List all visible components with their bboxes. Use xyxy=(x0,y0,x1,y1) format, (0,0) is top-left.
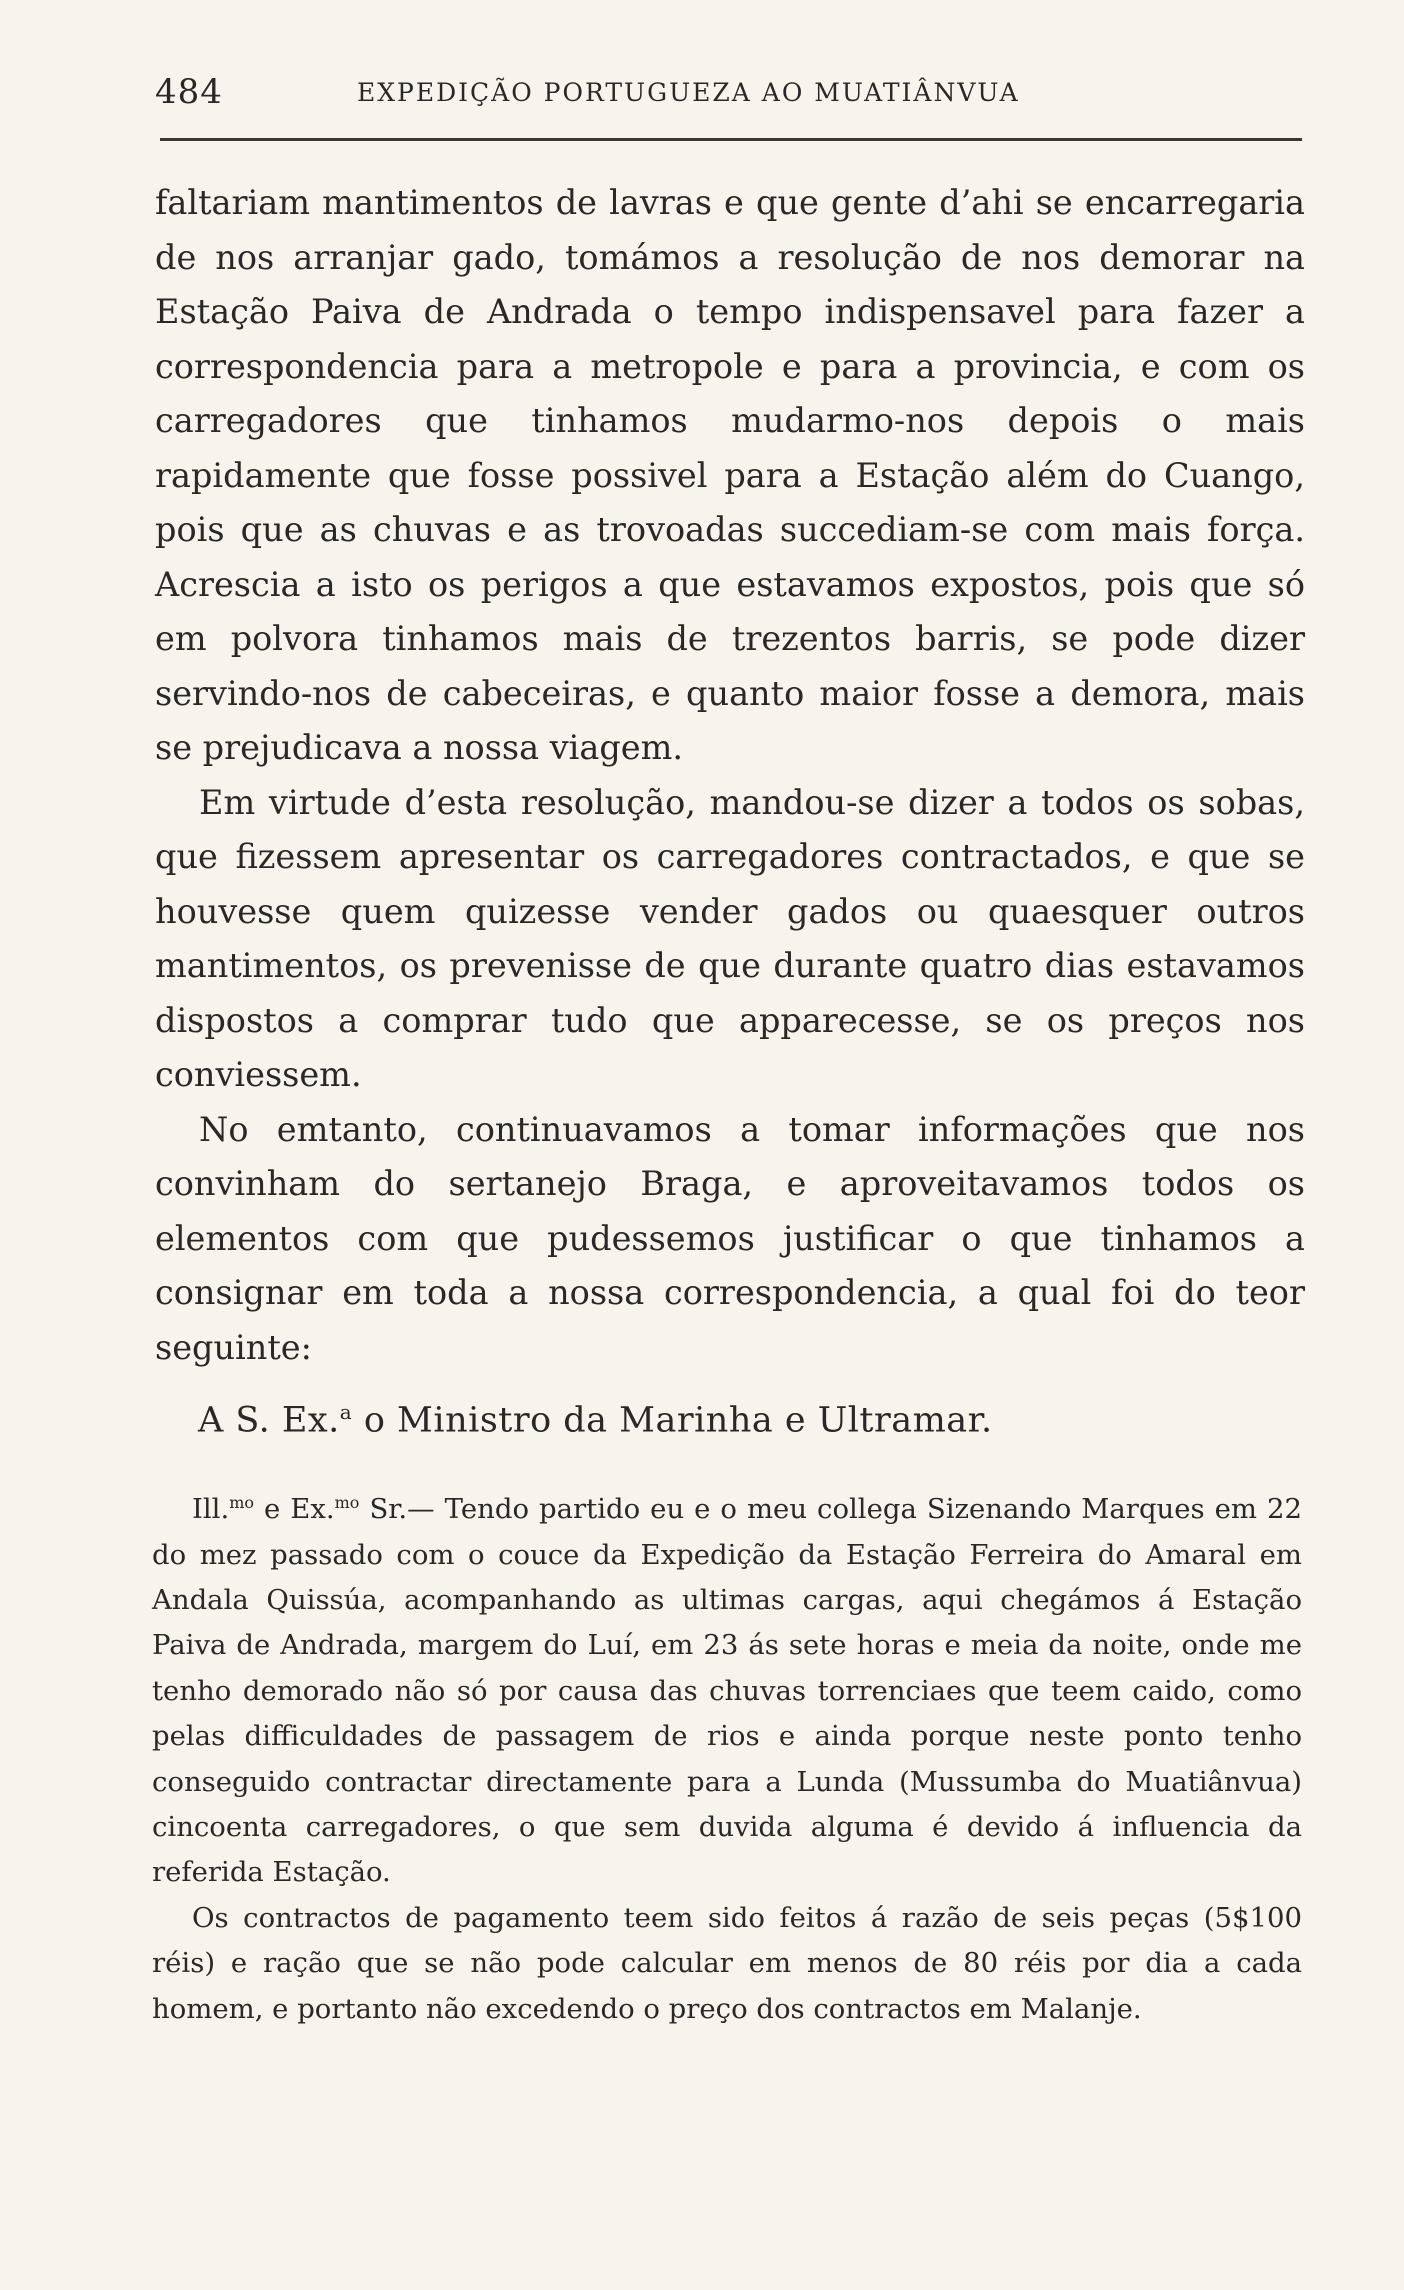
salutation-sr: Sr. xyxy=(359,1493,408,1526)
running-head: EXPEDIÇÃO PORTUGUEZA AO MUATIÂNVUA xyxy=(357,78,1020,107)
letter-address xyxy=(198,1400,1298,1441)
page-header xyxy=(155,72,1305,132)
salutation-ill: Ill. xyxy=(192,1493,230,1526)
salutation-superscript: mo xyxy=(334,1493,360,1512)
paragraph: faltariam mantimentos de lavras e que gente d’ahi se encarregaria de nos arranjar gado, tomámos a resolução de nos demorar na Estação Paiva de Andrada o tempo indispensavel para fazer a correspondencia para a metropole e para a provincia, e com os carregadores que tinhamos mudarmo-nos depois o mais rapidamente que fosse possivel para a Estação além do Cuango, pois que as chuvas e as trovoadas succediam-se com mais força. Acrescia a isto os perigos a que estavamos expostos, pois que só em polvora tinhamos mais de trezentos barris, se pode dizer servindo-nos de cabeceiras, e quanto maior fosse a demora, mais se prejudicava a nossa viagem. xyxy=(155,183,1305,767)
letter-text xyxy=(152,1480,1302,2032)
letter-paragraph xyxy=(152,1480,1302,1896)
paragraph: No emtanto, continuavamos a tomar informações que nos convinham do sertanejo Braga, e aproveitavamos todos os elementos com que pudessemos justificar o que tinhamos a consignar em toda a nossa correspondencia, a qual foi do teor seguinte: xyxy=(155,1109,1305,1367)
letter-paragraph: Os contractos de pagamento teem sido feitos á razão de seis peças (5$100 réis) e ração que se não pode calcular em menos de 80 réis por dia a cada homem, e portanto não excedendo o preço dos contractos em Malanje. xyxy=(152,1901,1302,2025)
header-rule xyxy=(160,138,1302,141)
address-superscript: a xyxy=(339,1400,353,1424)
salutation-mid: e Ex. xyxy=(254,1493,335,1526)
letter-paragraph-text: — Tendo partido eu e o meu collega Sizenando Marques em 22 do mez passado com o couce da Expedição da Estação Ferreira do Amaral em Andala Quissúa, acompanhando as ultimas cargas, aqui chegámos á Estação Paiva de Andrada, margem do Luí, em 23 ás sete horas e meia da noite, onde me tenho demorado não só por causa das chuvas torrenciaes que teem caido, como pelas difficuldades de passagem de rios e ainda porque neste ponto tenho conseguido contractar directamente para a Lunda (Mussumba do Muatiânvua) cincoenta carregadores, o que sem duvida alguma é devido á influencia da referida Estação. xyxy=(152,1493,1302,1889)
address-prefix: A S. Ex. xyxy=(198,1400,340,1441)
paragraph: Em virtude d’esta resolução, mandou-se dizer a todos os sobas, que fizessem apresentar os carregadores contractados, e que se houvesse quem quizesse vender gados ou quaesquer outros mantimentos, os prevenisse de que durante quatro dias estavamos dispostos a comprar tudo que apparecesse, se os preços nos conviessem. xyxy=(155,782,1305,1094)
address-suffix: o Ministro da Marinha e Ultramar. xyxy=(352,1400,993,1441)
salutation-superscript: mo xyxy=(229,1493,255,1512)
body-text xyxy=(155,176,1305,1375)
page-number: 484 xyxy=(155,72,223,112)
